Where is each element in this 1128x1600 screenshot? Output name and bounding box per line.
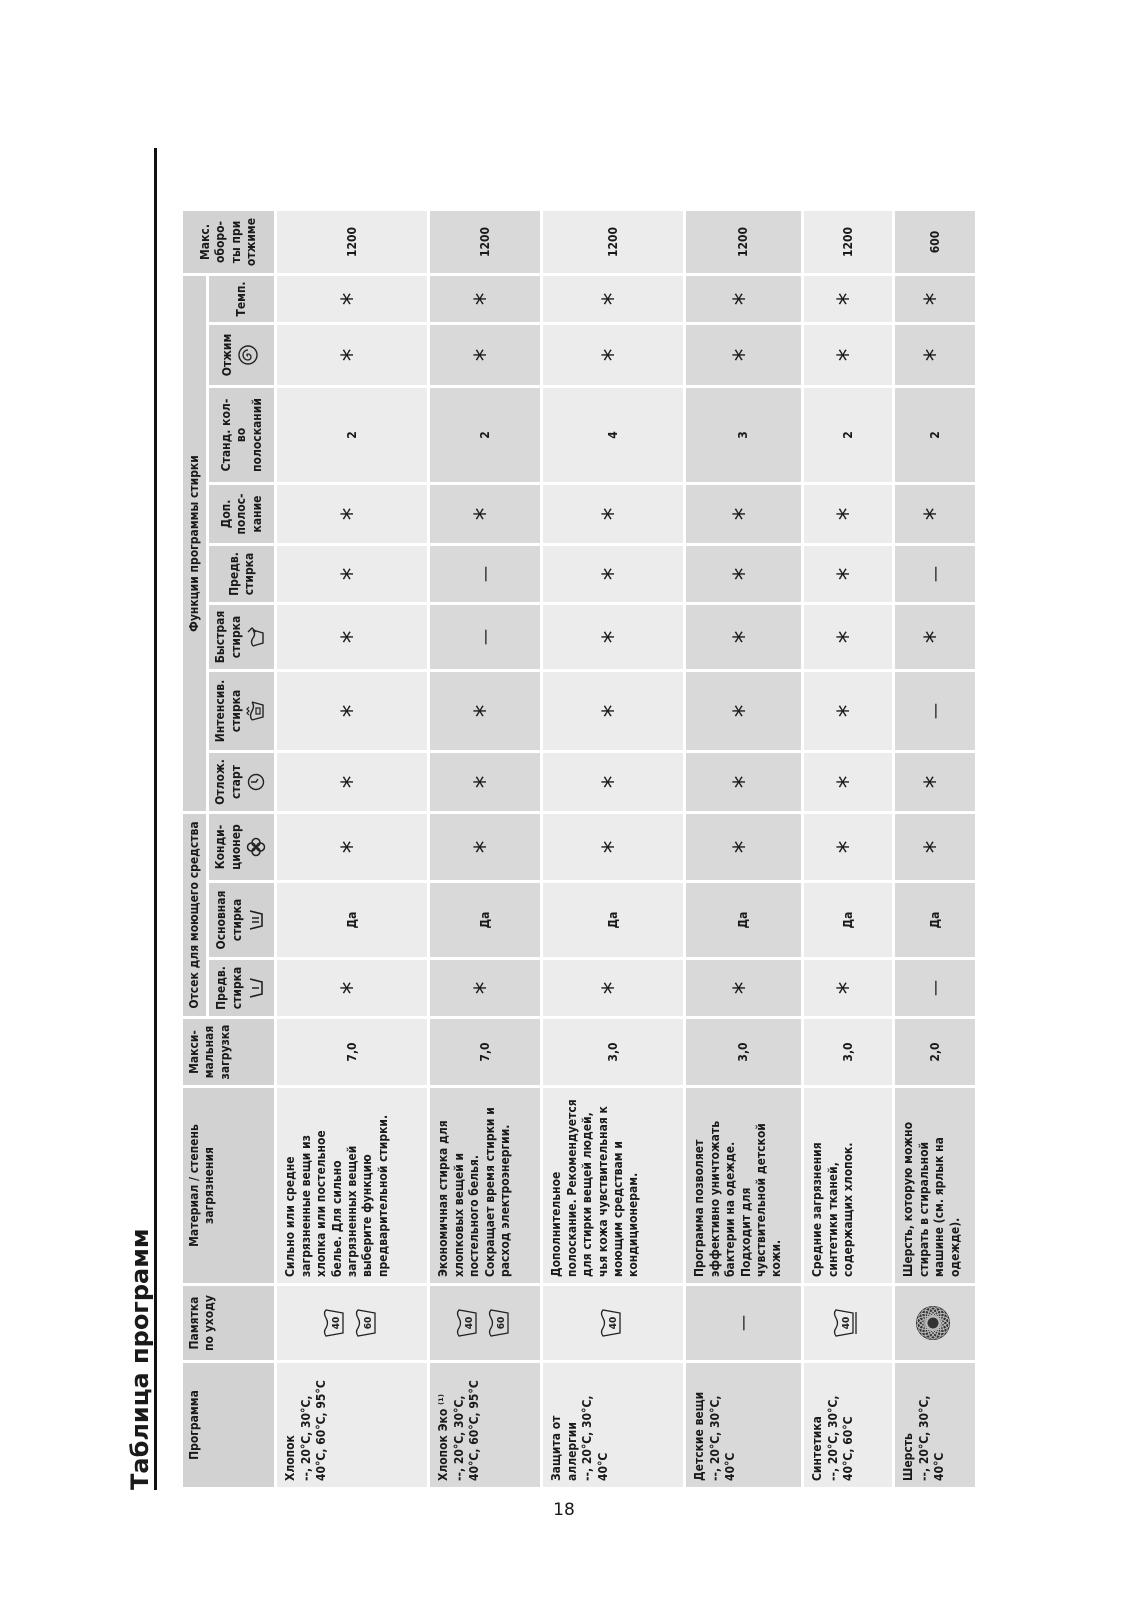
softener-cell: * — [543, 814, 683, 880]
program-temps: --, 20°C, 30°C, 40°C, 60°C, 95°C — [298, 1380, 329, 1481]
program-temps: --, 20°C, 30°C, 40°C — [707, 1395, 738, 1481]
material-cell: Программа позволяет эффективно уничтожать бактерии на одежде. Подходит для чувствительной детской кожи. — [686, 1088, 801, 1283]
temp-cell: * — [543, 276, 683, 322]
intensive-cell: * — [804, 672, 892, 750]
table-row — [804, 211, 892, 1487]
spin-cell: * — [277, 325, 427, 385]
header-spin — [209, 325, 274, 385]
material-cell: Шерсть, которую можно стирать в стиральной машине (см. ярлык на одежде). — [895, 1088, 975, 1283]
intensive-cell: * — [543, 672, 683, 750]
prewash-fn-cell: — — [430, 546, 540, 602]
temp-cell: * — [686, 276, 801, 322]
title-rule — [154, 148, 157, 1490]
material-cell: Средние загрязнения синтетики тканей, содержащих хлопок. — [804, 1088, 892, 1283]
rotated-page — [120, 115, 1000, 1490]
max-spin-cell: 1200 — [277, 211, 427, 273]
softener-cell: * — [277, 814, 427, 880]
table-row — [895, 211, 975, 1487]
program-cell — [277, 1363, 427, 1487]
prewash-comp-cell: * — [277, 960, 427, 1016]
spin-cell: * — [804, 325, 892, 385]
program-temps: --, 20°C, 30°C, 40°C, 60°C — [825, 1395, 856, 1481]
mainwash-comp-cell: Да — [686, 883, 801, 957]
max-spin-cell: 1200 — [804, 211, 892, 273]
header-std-rinses: Станд. кол-во полосканий — [209, 388, 274, 482]
flower-icon — [244, 836, 266, 858]
spin-cell: * — [895, 325, 975, 385]
drawer-one-line-icon — [245, 977, 265, 999]
intensive-tub-icon — [244, 699, 266, 723]
care-dash: — — [733, 1314, 755, 1332]
program-name: Синтетика — [810, 1416, 825, 1481]
program-cell — [543, 1363, 683, 1487]
quick-tub-icon — [244, 625, 266, 649]
program-name: Шерсть — [901, 1433, 916, 1481]
load-cell: 2,0 — [895, 1019, 975, 1085]
drawer-two-lines-icon — [245, 909, 265, 931]
header-intensive — [209, 672, 274, 750]
temp-cell: * — [895, 276, 975, 322]
wash-tub-icon — [321, 1308, 351, 1338]
prewash-fn-cell: * — [277, 546, 427, 602]
program-cell — [430, 1363, 540, 1487]
header-care: Памятка по уходу — [183, 1286, 274, 1360]
header-max-spin: Макс. оборо-ты при отжиме — [183, 211, 274, 273]
load-cell: 7,0 — [430, 1019, 540, 1085]
quick-cell: * — [277, 605, 427, 669]
material-cell: Дополнительное полоскание. Рекомендуется для стирки вещей людей, чья кожа чувствительная к моющим средствам и кондиционерам. — [543, 1088, 683, 1283]
spin-cell: * — [430, 325, 540, 385]
care-cell — [804, 1286, 892, 1360]
intensive-cell: * — [686, 672, 801, 750]
header-delay — [209, 753, 274, 811]
header-softener-label: Конди-ционер — [213, 824, 243, 870]
delay-cell: * — [804, 753, 892, 811]
header-functions-group: Функции программы стирки — [183, 276, 206, 811]
program-name: Хлопок — [283, 1435, 298, 1481]
wash-tub-icon — [454, 1308, 484, 1338]
program-name: Хлопок Эко ⁽¹⁾ — [436, 1394, 451, 1481]
header-load: Макси-мальная загрузка — [183, 1019, 274, 1085]
program-cell — [895, 1363, 975, 1487]
load-cell: 7,0 — [277, 1019, 427, 1085]
quick-cell: * — [895, 605, 975, 669]
page-title: Таблица программ — [126, 1228, 154, 1490]
intensive-cell: * — [277, 672, 427, 750]
page-number: 18 — [553, 1500, 575, 1520]
header-mainwash-compartment-label: Основная стирка — [214, 890, 244, 950]
program-temps: --, 20°C, 30°C, 40°C, 60°C, 95°C — [451, 1380, 482, 1481]
max-spin-cell: 1200 — [543, 211, 683, 273]
program-temps: --, 20°C, 30°C, 40°C — [580, 1395, 610, 1481]
softener-cell: * — [430, 814, 540, 880]
extra-rinse-cell: * — [430, 485, 540, 543]
clock-icon — [244, 772, 266, 792]
spin-cell: * — [543, 325, 683, 385]
program-temps: --, 20°C, 30°C, 40°C — [916, 1395, 947, 1481]
svg-text:60: 60 — [363, 1316, 375, 1330]
std-rinses-cell: 2 — [895, 388, 975, 482]
temp-cell: * — [804, 276, 892, 322]
delay-cell: * — [543, 753, 683, 811]
table-row — [686, 211, 801, 1487]
svg-text:40: 40 — [331, 1316, 343, 1330]
extra-rinse-cell: * — [686, 485, 801, 543]
header-program: Программа — [183, 1363, 274, 1487]
load-cell: 3,0 — [686, 1019, 801, 1085]
spiral-icon — [235, 344, 259, 366]
extra-rinse-cell: * — [277, 485, 427, 543]
wash-tub-icon — [353, 1308, 383, 1338]
prewash-fn-cell: * — [686, 546, 801, 602]
quick-cell: * — [804, 605, 892, 669]
header-prewash-compartment — [209, 960, 274, 1016]
mainwash-comp-cell: Да — [543, 883, 683, 957]
header-compartment-group: Отсек для моющего средства — [183, 814, 206, 1016]
wool-ball-icon — [913, 1303, 957, 1343]
prewash-comp-cell: * — [804, 960, 892, 1016]
program-name: Защита от аллергии — [549, 1415, 579, 1481]
care-cell — [686, 1286, 801, 1360]
program-rows — [277, 211, 975, 1487]
prewash-fn-cell: * — [543, 546, 683, 602]
delay-cell: * — [430, 753, 540, 811]
prewash-comp-cell: * — [543, 960, 683, 1016]
std-rinses-cell: 4 — [543, 388, 683, 482]
care-cell — [430, 1286, 540, 1360]
temp-cell: * — [430, 276, 540, 322]
table-row — [543, 211, 683, 1487]
svg-text:40: 40 — [841, 1316, 853, 1330]
intensive-cell: * — [430, 672, 540, 750]
max-spin-cell: 1200 — [686, 211, 801, 273]
svg-text:40: 40 — [464, 1316, 476, 1330]
softener-cell: * — [895, 814, 975, 880]
care-cell — [895, 1286, 975, 1360]
material-cell: Сильно или средне загрязненные вещи из хлопка или постельное белье. Для сильно загрязненных вещей выберите функцию предварительной стирки. — [277, 1088, 427, 1283]
quick-cell: * — [543, 605, 683, 669]
svg-text:60: 60 — [496, 1316, 508, 1330]
delay-cell: * — [277, 753, 427, 811]
max-spin-cell: 600 — [895, 211, 975, 273]
std-rinses-cell: 2 — [430, 388, 540, 482]
prewash-fn-cell: — — [895, 546, 975, 602]
header-quick — [209, 605, 274, 669]
max-spin-cell: 1200 — [430, 211, 540, 273]
material-cell: Экономичная стирка для хлопковых вещей и постельного белья. Сокращает время стирки и расход электроэнергии. — [430, 1088, 540, 1283]
intensive-cell: — — [895, 672, 975, 750]
program-cell — [686, 1363, 801, 1487]
std-rinses-cell: 2 — [804, 388, 892, 482]
quick-cell: — — [430, 605, 540, 669]
extra-rinse-cell: * — [543, 485, 683, 543]
prewash-comp-cell: — — [895, 960, 975, 1016]
extra-rinse-cell: * — [895, 485, 975, 543]
header-prewash-function: Предв. стирка — [209, 546, 274, 602]
header-mainwash-compartment — [209, 883, 274, 957]
softener-cell: * — [686, 814, 801, 880]
prewash-fn-cell: * — [804, 546, 892, 602]
header-softener — [209, 814, 274, 880]
header-extra-rinse: Доп. полос-кание — [209, 485, 274, 543]
svg-text:40: 40 — [608, 1316, 620, 1330]
temp-cell: * — [277, 276, 427, 322]
header-quick-label: Быстрая стирка — [213, 610, 243, 664]
extra-rinse-cell: * — [804, 485, 892, 543]
mainwash-comp-cell: Да — [430, 883, 540, 957]
load-cell: 3,0 — [804, 1019, 892, 1085]
program-table — [180, 208, 978, 1490]
care-cell — [277, 1286, 427, 1360]
program-name: Детские вещи — [692, 1391, 707, 1481]
prewash-comp-cell: * — [430, 960, 540, 1016]
header-intensive-label: Интенсив. стирка — [213, 679, 243, 743]
delay-cell: * — [895, 753, 975, 811]
load-cell: 3,0 — [543, 1019, 683, 1085]
quick-cell: * — [686, 605, 801, 669]
wash-tub-icon — [598, 1308, 628, 1338]
header-spin-label: Отжим — [220, 333, 235, 377]
header-prewash-compartment-label: Предв. стирка — [214, 966, 244, 1010]
prewash-comp-cell: * — [686, 960, 801, 1016]
delay-cell: * — [686, 753, 801, 811]
std-rinses-cell: 2 — [277, 388, 427, 482]
mainwash-comp-cell: Да — [804, 883, 892, 957]
mainwash-comp-cell: Да — [277, 883, 427, 957]
program-cell — [804, 1363, 892, 1487]
wash-tub-icon — [486, 1308, 516, 1338]
header-temp: Темп. — [209, 276, 274, 322]
std-rinses-cell: 3 — [686, 388, 801, 482]
header-material: Материал / степень загрязнения — [183, 1088, 274, 1283]
care-cell — [543, 1286, 683, 1360]
header-delay-label: Отлож. старт — [213, 759, 243, 805]
spin-cell: * — [686, 325, 801, 385]
mainwash-comp-cell: Да — [895, 883, 975, 957]
wash-tub-icon — [831, 1308, 865, 1338]
softener-cell: * — [804, 814, 892, 880]
table-row — [430, 211, 540, 1487]
table-row — [277, 211, 427, 1487]
